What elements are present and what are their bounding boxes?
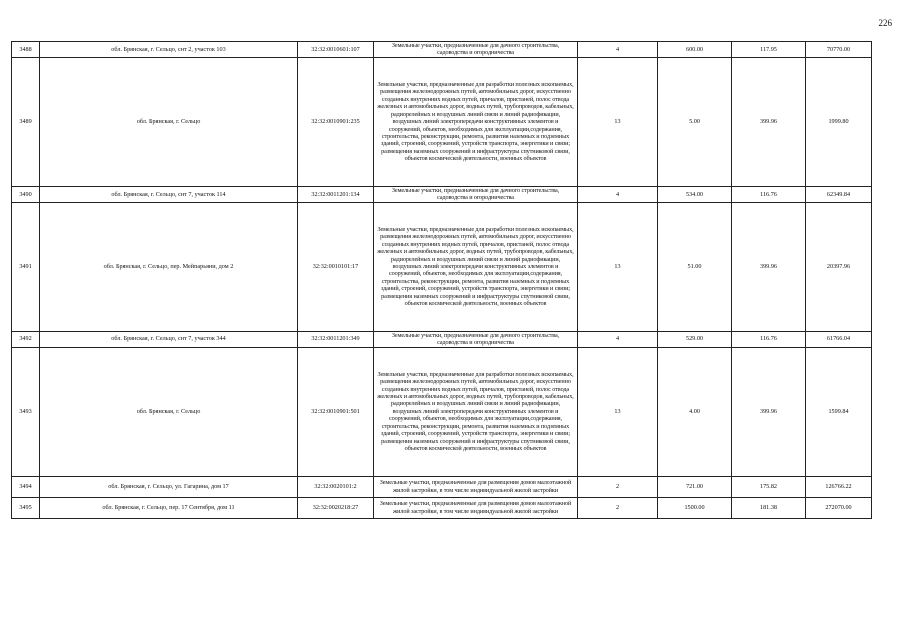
cadastral-value-cell: 62349.84 — [806, 186, 872, 202]
cadastral-number-cell: 32:32:0010601:107 — [298, 42, 374, 58]
table-row — [12, 476, 872, 497]
rate-cell: 399.96 — [732, 347, 806, 476]
rate-cell: 116.76 — [732, 331, 806, 347]
land-use-cell: Земельные участки, предназначенные для разработки полезных ископаемых, размещения железнодорожных путей, автомобильных дорог, искусственно созданных внутренних водных путей, причалов, пристаней, полос отвода железных и автомобильных дорог, водных путей, трубопроводов, кабельных, радиорелейных и воздушных линий связи и линий радиофикации, воздушных линий электропередачи конструктивных элементов и сооружений, объектов, необходимых для эксплуатации,содержания, строительства, реконструкции, ремонта, развития наземных и подземных зданий, строений, сооружений, устройств транспорта, энергетики и связи; размещения наземных сооружений и инфраструктуры спутниковой связи, объектов космической деятельности, военных объектов — [374, 202, 578, 331]
cadastral-number-cell: 32:32:0011201:134 — [298, 186, 374, 202]
cadastral-number-cell: 32:32:0020101:2 — [298, 476, 374, 497]
cadastral-number-cell: 32:32:0011201:349 — [298, 331, 374, 347]
land-use-cell: Земельные участки, предназначенные для дачного строительства, садоводства и огородничества — [374, 186, 578, 202]
cadastral-value-cell: 126766.22 — [806, 476, 872, 497]
cadastral-value-cell: 61766.04 — [806, 331, 872, 347]
land-use-cell: Земельные участки, предназначенные для разработки полезных ископаемых, размещения железнодорожных путей, автомобильных дорог, искусственно созданных внутренних водных путей, причалов, пристаней, полос отвода железных и автомобильных дорог, водных путей, трубопроводов, кабельных, радиорелейных и воздушных линий связи и линий радиофикации, воздушных линий электропередачи конструктивных элементов и сооружений, объектов, необходимых для эксплуатации,содержания, строительства, реконструкции, ремонта, развития наземных и подземных зданий, строений, сооружений, устройств транспорта, энергетики и связи; размещения наземных сооружений и инфраструктуры спутниковой связи, объектов космической деятельности, военных объектов — [374, 57, 578, 186]
cadastral-number-cell: 32:32:0010901:501 — [298, 347, 374, 476]
area-cell: 529.00 — [658, 331, 732, 347]
area-cell: 51.00 — [658, 202, 732, 331]
rate-cell: 399.96 — [732, 202, 806, 331]
use-code-cell: 2 — [578, 497, 658, 518]
row-number: 3488 — [12, 42, 40, 58]
address-cell: обл. Брянская, г. Сельцо, пер. 17 Сентября, дом 11 — [40, 497, 298, 518]
rate-cell: 116.76 — [732, 186, 806, 202]
cadastral-value-cell: 1599.84 — [806, 347, 872, 476]
row-number: 3492 — [12, 331, 40, 347]
row-number: 3489 — [12, 57, 40, 186]
cadastral-number-cell: 32:32:0020218:27 — [298, 497, 374, 518]
cadastral-number-cell: 32:32:0010101:17 — [298, 202, 374, 331]
use-code-cell: 2 — [578, 476, 658, 497]
table-row — [12, 186, 872, 202]
use-code-cell: 4 — [578, 186, 658, 202]
address-cell: обл. Брянская, г. Сельцо, ул. Гагарина, дом 17 — [40, 476, 298, 497]
rate-cell: 181.38 — [732, 497, 806, 518]
row-number: 3495 — [12, 497, 40, 518]
cadastral-value-cell: 20397.96 — [806, 202, 872, 331]
use-code-cell: 4 — [578, 331, 658, 347]
area-cell: 600.00 — [658, 42, 732, 58]
row-number: 3494 — [12, 476, 40, 497]
cadastral-value-cell: 70770.00 — [806, 42, 872, 58]
land-registry-table — [11, 41, 872, 519]
area-cell: 721.00 — [658, 476, 732, 497]
use-code-cell: 4 — [578, 42, 658, 58]
row-number: 3490 — [12, 186, 40, 202]
address-cell: обл. Брянская, г. Сельцо, снт 2, участок 103 — [40, 42, 298, 58]
area-cell: 1500.00 — [658, 497, 732, 518]
address-cell: обл. Брянская, г. Сельцо, снт 7, участок 344 — [40, 331, 298, 347]
land-use-cell: Земельные участки, предназначенные для дачного строительства, садоводства и огородничества — [374, 331, 578, 347]
use-code-cell: 13 — [578, 202, 658, 331]
area-cell: 534.00 — [658, 186, 732, 202]
land-use-cell: Земельные участки, предназначенные для дачного строительства, садоводства и огородничества — [374, 42, 578, 58]
row-number: 3493 — [12, 347, 40, 476]
land-use-cell: Земельные участки, предназначенные для размещения домов малоэтажной жилой застройки, в том числе индивидуальной жилой застройки — [374, 497, 578, 518]
area-cell: 5.00 — [658, 57, 732, 186]
rate-cell: 175.82 — [732, 476, 806, 497]
table-row — [12, 202, 872, 331]
cadastral-number-cell: 32:32:0010901:235 — [298, 57, 374, 186]
table-row — [12, 42, 872, 58]
land-use-cell: Земельные участки, предназначенные для разработки полезных ископаемых, размещения железнодорожных путей, автомобильных дорог, искусственно созданных внутренних водных путей, причалов, пристаней, полос отвода железных и автомобильных дорог, водных путей, трубопроводов, кабельных, радиорелейных и воздушных линий связи и линий радиофикации, воздушных линий электропередачи конструктивных элементов и сооружений, объектов, необходимых для эксплуатации,содержания, строительства, реконструкции, ремонта, развития наземных и подземных зданий, строений, сооружений, устройств транспорта, энергетики и связи; размещения наземных сооружений и инфраструктуры спутниковой связи, объектов космической деятельности, военных объектов — [374, 347, 578, 476]
page-number: 226 — [878, 18, 892, 28]
table-row — [12, 497, 872, 518]
table-row — [12, 347, 872, 476]
address-cell: обл. Брянская, г. Сельцо — [40, 347, 298, 476]
address-cell: обл. Брянская, г. Сельцо, пер. Мейпарьяни, дом 2 — [40, 202, 298, 331]
row-number: 3491 — [12, 202, 40, 331]
table-row — [12, 331, 872, 347]
table-row — [12, 57, 872, 186]
area-cell: 4.00 — [658, 347, 732, 476]
address-cell: обл. Брянская, г. Сельцо — [40, 57, 298, 186]
use-code-cell: 13 — [578, 57, 658, 186]
cadastral-value-cell: 272070.00 — [806, 497, 872, 518]
use-code-cell: 13 — [578, 347, 658, 476]
address-cell: обл. Брянская, г. Сельцо, снт 7, участок 114 — [40, 186, 298, 202]
rate-cell: 399.96 — [732, 57, 806, 186]
cadastral-value-cell: 1999.80 — [806, 57, 872, 186]
land-use-cell: Земельные участки, предназначенные для размещения домов малоэтажной жилой застройки, в том числе индивидуальной жилой застройки — [374, 476, 578, 497]
rate-cell: 117.95 — [732, 42, 806, 58]
